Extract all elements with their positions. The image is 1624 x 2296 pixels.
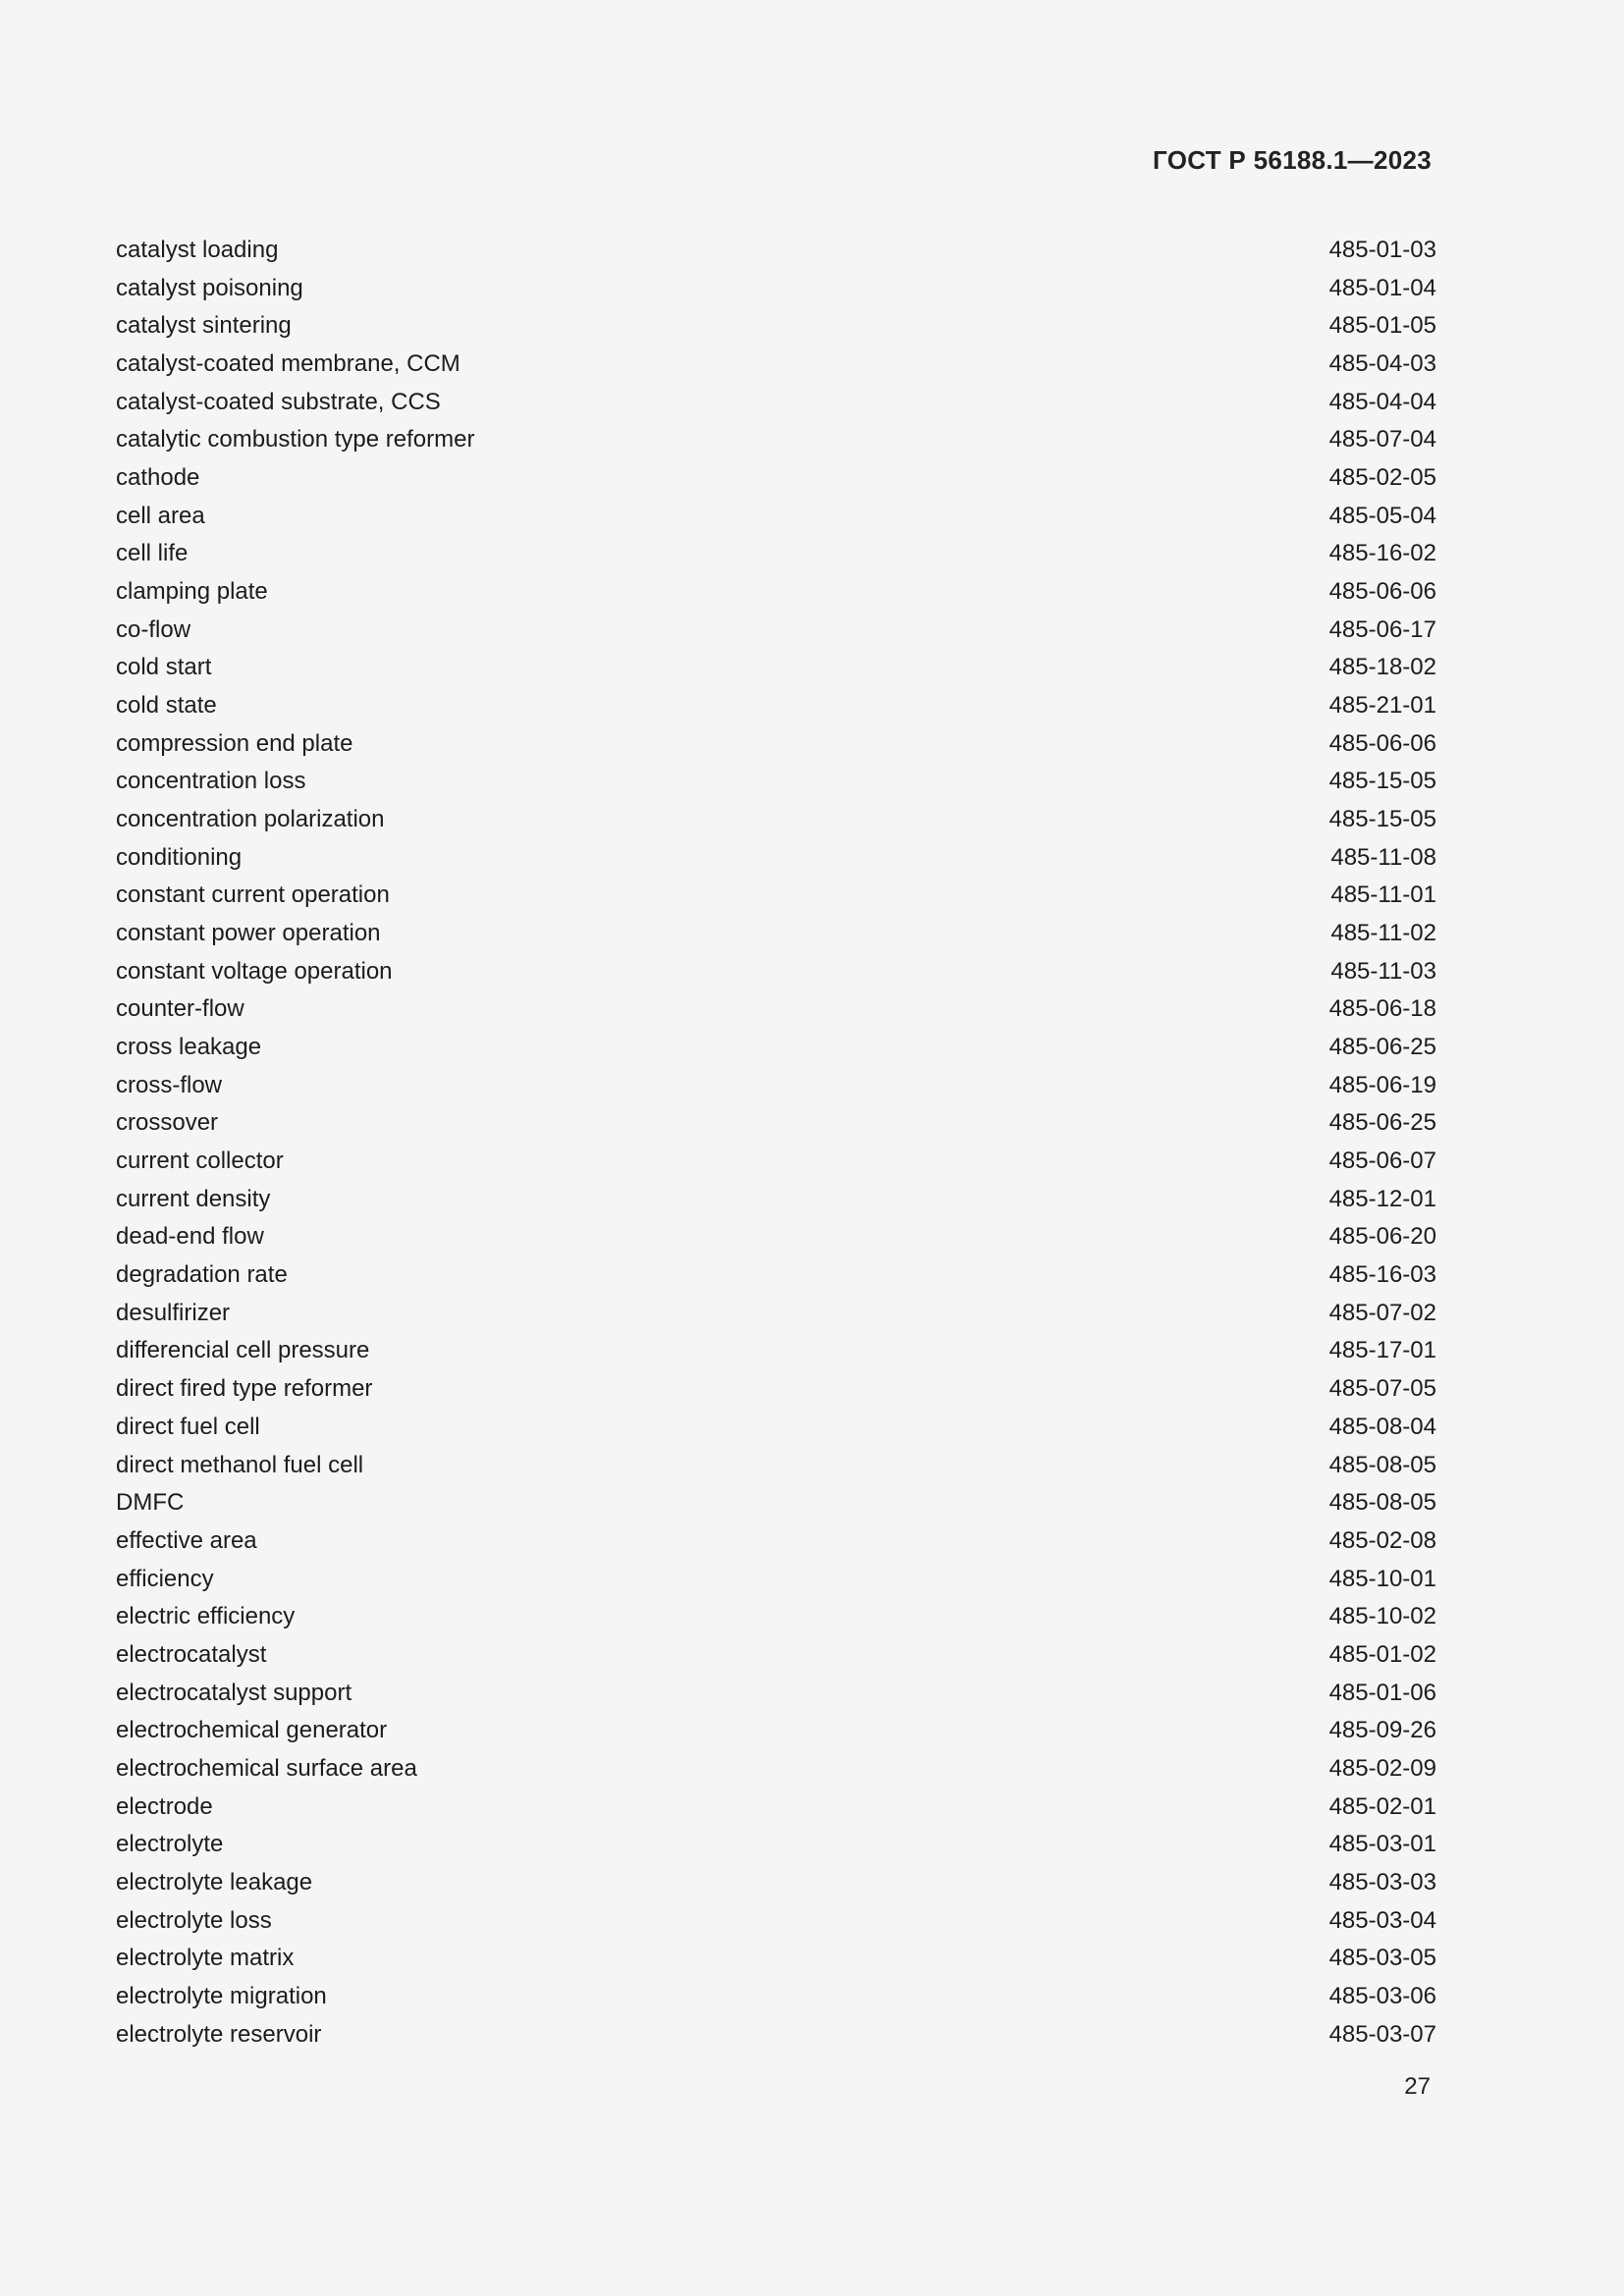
- index-entry: [116, 1675, 1436, 1713]
- index-term-code: 485-03-04: [1328, 1906, 1436, 1934]
- index-entry: [116, 1522, 1436, 1561]
- index-term: constant voltage operation: [116, 957, 393, 985]
- index-entry: [116, 1447, 1436, 1485]
- index-entry: [116, 1750, 1436, 1789]
- index-term-code: 485-02-01: [1328, 1792, 1436, 1820]
- index-term: cold state: [116, 692, 217, 720]
- index-entry: [116, 498, 1436, 536]
- index-term-code: 485-07-02: [1328, 1299, 1436, 1326]
- index-term: cell life: [116, 540, 189, 567]
- index-term: electrolyte loss: [116, 1906, 272, 1934]
- index-term-code: 485-01-06: [1328, 1679, 1436, 1706]
- index-term: concentration polarization: [116, 806, 385, 833]
- index-term: electrolyte matrix: [116, 1945, 295, 1972]
- index-term-code: 485-02-05: [1328, 464, 1436, 492]
- index-term-code: 485-06-17: [1328, 615, 1436, 643]
- index-term-code: 485-01-04: [1328, 274, 1436, 301]
- index-entry: [116, 346, 1436, 384]
- index-term-code: 485-16-02: [1328, 540, 1436, 567]
- index-term-code: 485-15-05: [1328, 806, 1436, 833]
- index-entry: [116, 1940, 1436, 1978]
- index-term-code: 485-03-03: [1328, 1868, 1436, 1896]
- index-term: dead-end flow: [116, 1223, 264, 1251]
- index-term: direct methanol fuel cell: [116, 1451, 364, 1478]
- index-term-code: 485-08-05: [1328, 1489, 1436, 1517]
- index-term: DMFC: [116, 1489, 185, 1517]
- page-number: 27: [1404, 2073, 1431, 2100]
- index-entry: [116, 1561, 1436, 1599]
- index-term: electrolyte reservoir: [116, 2020, 322, 2048]
- index-term-code: 485-02-08: [1328, 1526, 1436, 1554]
- index-entry: [116, 687, 1436, 725]
- index-term: direct fuel cell: [116, 1413, 260, 1440]
- index-entry: [116, 1067, 1436, 1105]
- index-term-code: 485-15-05: [1328, 768, 1436, 795]
- index-entry: [116, 725, 1436, 764]
- index-entry: [116, 270, 1436, 308]
- index-term: catalyst loading: [116, 237, 279, 263]
- index-entry: [116, 1826, 1436, 1864]
- index-term: electrochemical generator: [116, 1717, 388, 1744]
- index-entry: [116, 839, 1436, 878]
- index-term-code: 485-09-26: [1328, 1717, 1436, 1744]
- index-term: catalyst-coated substrate, CCS: [116, 388, 441, 415]
- index-term-code: 485-03-01: [1328, 1831, 1436, 1858]
- index-entry: [116, 1409, 1436, 1447]
- index-term: cold start: [116, 654, 212, 681]
- index-entry: [116, 1181, 1436, 1219]
- index-entry: [116, 801, 1436, 839]
- index-term: electrode: [116, 1792, 213, 1820]
- standard-id: ГОСТ Р 56188.1—2023: [1153, 145, 1432, 175]
- index-term-code: 485-04-03: [1328, 350, 1436, 378]
- index-term: co-flow: [116, 615, 191, 643]
- index-term-code: 485-02-09: [1328, 1754, 1436, 1782]
- index-entry: [116, 1029, 1436, 1067]
- index-term-code: 485-01-02: [1328, 1640, 1436, 1668]
- index-entry: [116, 953, 1436, 991]
- index-term-code: 485-06-25: [1328, 1034, 1436, 1061]
- index-entry: [116, 1789, 1436, 1827]
- index-term-code: 485-03-07: [1328, 2020, 1436, 2048]
- index-term: constant current operation: [116, 881, 390, 909]
- index-term-code: 485-06-07: [1328, 1148, 1436, 1175]
- index-term: desulfirizer: [116, 1299, 231, 1326]
- index-entry: [116, 1712, 1436, 1750]
- index-term: compression end plate: [116, 729, 353, 757]
- index-term: electrochemical surface area: [116, 1754, 417, 1782]
- index-entry: [116, 307, 1436, 346]
- index-term-code: 485-21-01: [1328, 692, 1436, 720]
- index-entry: [116, 1484, 1436, 1522]
- index-entry: [116, 1218, 1436, 1256]
- index-term: conditioning: [116, 843, 243, 871]
- term-index: [116, 232, 1436, 2054]
- index-term-code: 485-11-08: [1330, 843, 1436, 871]
- index-term-code: 485-06-20: [1328, 1223, 1436, 1251]
- index-term-code: 485-06-06: [1328, 578, 1436, 606]
- index-term: cathode: [116, 464, 200, 492]
- index-term-code: 485-06-06: [1328, 729, 1436, 757]
- index-entry: [116, 877, 1436, 915]
- index-entry: [116, 1332, 1436, 1370]
- index-entry: [116, 1143, 1436, 1181]
- index-term-code: 485-01-03: [1328, 237, 1436, 263]
- index-entry: [116, 535, 1436, 573]
- index-entry: [116, 1902, 1436, 1941]
- index-entry: [116, 763, 1436, 801]
- index-term-code: 485-04-04: [1328, 388, 1436, 415]
- index-term: electrolyte leakage: [116, 1868, 313, 1896]
- index-term: current collector: [116, 1148, 284, 1175]
- index-term-code: 485-11-02: [1330, 920, 1436, 947]
- index-term-code: 485-06-25: [1328, 1109, 1436, 1137]
- index-term-code: 485-06-18: [1328, 995, 1436, 1023]
- index-entry: [116, 1104, 1436, 1143]
- index-entry: [116, 232, 1436, 270]
- index-term-code: 485-07-04: [1328, 426, 1436, 454]
- index-term: differencial cell pressure: [116, 1337, 370, 1364]
- index-term: catalytic combustion type reformer: [116, 426, 475, 454]
- index-term-code: 485-11-03: [1330, 957, 1436, 985]
- index-term: clamping plate: [116, 578, 268, 606]
- index-term: catalyst-coated membrane, CCM: [116, 350, 460, 378]
- index-entry: [116, 1978, 1436, 2016]
- index-entry: [116, 1636, 1436, 1675]
- index-entry: [116, 1370, 1436, 1409]
- index-term: degradation rate: [116, 1261, 288, 1289]
- index-term-code: 485-12-01: [1328, 1185, 1436, 1212]
- index-entry: [116, 612, 1436, 650]
- document-header: [1153, 145, 1432, 176]
- index-term: cross leakage: [116, 1034, 262, 1061]
- index-term-code: 485-03-06: [1328, 1982, 1436, 2009]
- index-term: electrolyte migration: [116, 1982, 327, 2009]
- index-entry: [116, 1598, 1436, 1636]
- index-term: electrolyte: [116, 1831, 224, 1858]
- index-entry: [116, 573, 1436, 612]
- index-term-code: 485-07-05: [1328, 1375, 1436, 1403]
- index-term: constant power operation: [116, 920, 381, 947]
- index-term-code: 485-18-02: [1328, 654, 1436, 681]
- index-term: current density: [116, 1185, 271, 1212]
- index-term-code: 485-08-05: [1328, 1451, 1436, 1478]
- index-term-code: 485-05-04: [1328, 502, 1436, 529]
- index-term: effective area: [116, 1526, 257, 1554]
- index-entry: [116, 421, 1436, 459]
- index-term-code: 485-10-02: [1328, 1603, 1436, 1630]
- index-term-code: 485-17-01: [1328, 1337, 1436, 1364]
- index-term: electric efficiency: [116, 1603, 296, 1630]
- index-term: counter-flow: [116, 995, 244, 1023]
- index-term-code: 485-06-19: [1328, 1071, 1436, 1098]
- index-term-code: 485-03-05: [1328, 1945, 1436, 1972]
- index-term: crossover: [116, 1109, 219, 1137]
- index-entry: [116, 1295, 1436, 1333]
- index-entry: [116, 990, 1436, 1029]
- index-term: concentration loss: [116, 768, 306, 795]
- index-entry: [116, 459, 1436, 498]
- index-term: catalyst poisoning: [116, 274, 303, 301]
- index-entry: [116, 649, 1436, 687]
- index-term-code: 485-01-05: [1328, 312, 1436, 340]
- index-term-code: 485-10-01: [1328, 1565, 1436, 1592]
- index-term: direct fired type reformer: [116, 1375, 373, 1403]
- index-entry: [116, 2016, 1436, 2055]
- index-entry: [116, 384, 1436, 422]
- index-term: electrocatalyst support: [116, 1679, 352, 1706]
- index-term: electrocatalyst: [116, 1640, 267, 1668]
- index-entry: [116, 1256, 1436, 1295]
- index-term: catalyst sintering: [116, 312, 292, 340]
- index-term-code: 485-08-04: [1328, 1413, 1436, 1440]
- index-term: cell area: [116, 502, 205, 529]
- index-term: efficiency: [116, 1565, 214, 1592]
- index-entry: [116, 915, 1436, 953]
- index-term-code: 485-16-03: [1328, 1261, 1436, 1289]
- index-entry: [116, 1864, 1436, 1902]
- index-term: cross-flow: [116, 1071, 223, 1098]
- index-term-code: 485-11-01: [1330, 881, 1436, 909]
